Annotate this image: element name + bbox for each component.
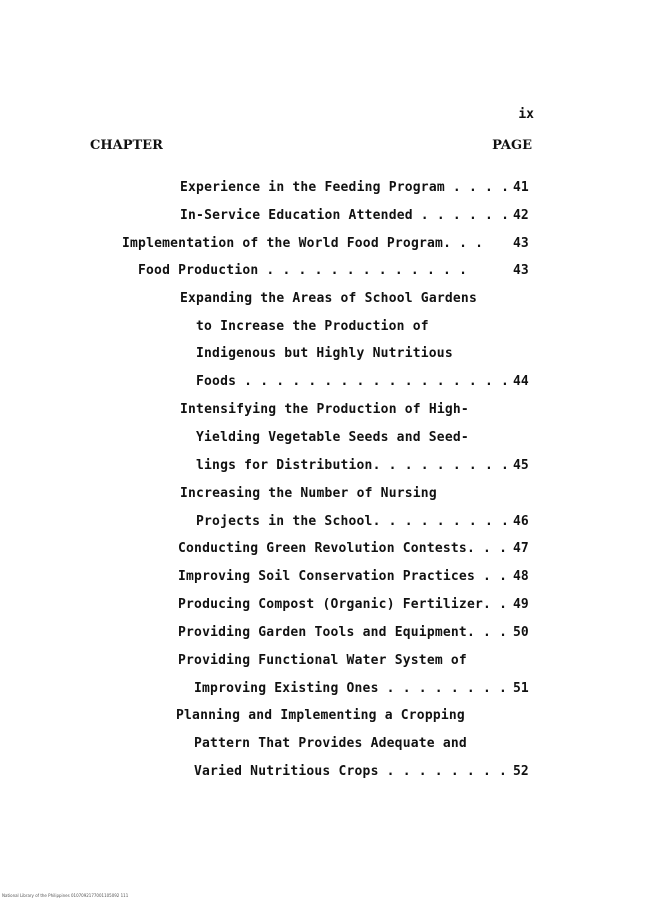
toc-page-number: 49 bbox=[513, 597, 529, 612]
toc-page-number: 52 bbox=[513, 764, 529, 779]
toc-page-number: 43 bbox=[513, 236, 529, 251]
toc-page-number: 43 bbox=[513, 263, 529, 278]
toc-page-number: 48 bbox=[513, 569, 529, 584]
toc-entry: Improving Existing Ones . . . . . . . . bbox=[194, 681, 508, 696]
toc-entry: Pattern That Provides Adequate and bbox=[194, 736, 467, 751]
toc-entry: Projects in the School. . . . . . . . . bbox=[196, 514, 510, 529]
toc-entry: Intensifying the Production of High- bbox=[180, 402, 469, 417]
toc-page-number: 41 bbox=[513, 180, 529, 195]
toc-entry: Food Production . . . . . . . . . . . . . bbox=[138, 263, 468, 278]
toc-entry: to Increase the Production of bbox=[196, 319, 429, 334]
toc-page-number: 45 bbox=[513, 458, 529, 473]
toc-entry: Producing Compost (Organic) Fertilizer. . bbox=[178, 597, 508, 612]
chapter-column-header: CHAPTER bbox=[90, 138, 163, 153]
toc-entry: Yielding Vegetable Seeds and Seed- bbox=[196, 430, 469, 445]
page-column-header: PAGE bbox=[492, 138, 532, 153]
toc-entry: Improving Soil Conservation Practices . . bbox=[178, 569, 508, 584]
toc-entry: Varied Nutritious Crops . . . . . . . . bbox=[194, 764, 508, 779]
toc-entry: Experience in the Feeding Program . . . . bbox=[180, 180, 510, 195]
toc-page-number: 46 bbox=[513, 514, 529, 529]
toc-entry: Expanding the Areas of School Gardens bbox=[180, 291, 477, 306]
toc-page-number: 50 bbox=[513, 625, 529, 640]
toc-entry: Increasing the Number of Nursing bbox=[180, 486, 437, 501]
toc-entry: Foods . . . . . . . . . . . . . . . . . bbox=[196, 374, 510, 389]
toc-entry: In-Service Education Attended . . . . . . bbox=[180, 208, 510, 223]
toc-entry: Conducting Green Revolution Contests. . . bbox=[178, 541, 508, 556]
toc-page-number: 42 bbox=[513, 208, 529, 223]
toc-page-number: 47 bbox=[513, 541, 529, 556]
scan-footer: National Library of the Philippines 0107092177001105092 111 bbox=[2, 893, 129, 898]
toc-entry: Implementation of the World Food Program. . . bbox=[122, 236, 484, 251]
toc-entry: Providing Functional Water System of bbox=[178, 653, 467, 668]
page-number: ix bbox=[518, 107, 534, 122]
toc-entry: Providing Garden Tools and Equipment. . . bbox=[178, 625, 508, 640]
toc-page-number: 51 bbox=[513, 681, 529, 696]
toc-entry: Indigenous but Highly Nutritious bbox=[196, 346, 453, 361]
toc-entry: lings for Distribution. . . . . . . . . bbox=[196, 458, 510, 473]
toc-entry: Planning and Implementing a Cropping bbox=[176, 708, 465, 723]
toc-page-number: 44 bbox=[513, 374, 529, 389]
